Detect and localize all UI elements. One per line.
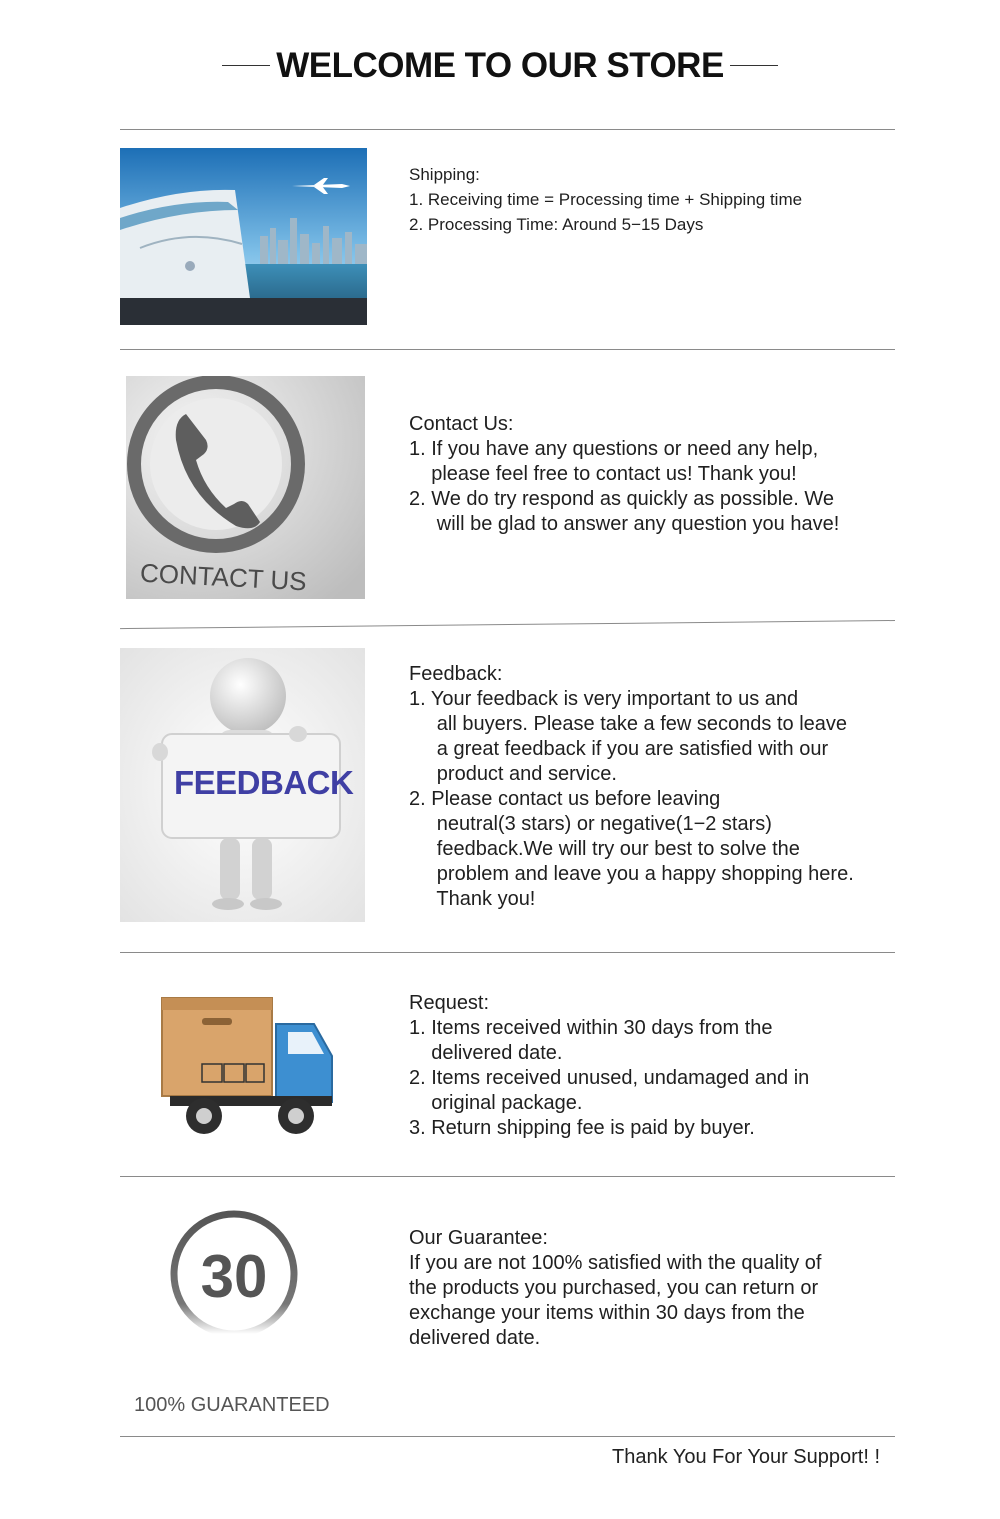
request-line: 2. Items received unused, undamaged and in <box>409 1067 810 1089</box>
guarantee-line: exchange your items within 30 days from the <box>409 1302 805 1324</box>
feedback-text <box>409 662 899 912</box>
footer-thanks: Thank You For Your Support! ! <box>612 1446 880 1468</box>
feedback-line: feedback.We will try our best to solve the <box>409 838 800 860</box>
title-right-dash <box>730 65 778 66</box>
request-heading: Request: <box>409 992 490 1014</box>
request-line: 3. Return shipping fee is paid by buyer. <box>409 1117 755 1139</box>
divider <box>120 1436 895 1437</box>
request-line: original package. <box>409 1092 583 1114</box>
request-text <box>409 991 899 1141</box>
contact-heading: Contact Us: <box>409 413 514 435</box>
divider <box>120 1176 895 1177</box>
contact-image-caption: CONTACT US <box>139 557 308 597</box>
shipping-heading: Shipping: <box>409 165 480 184</box>
delivery-truck-icon <box>156 994 336 1140</box>
feedback-line: 2. Please contact us before leaving <box>409 788 721 810</box>
divider <box>120 349 895 350</box>
feedback-line: problem and leave you a happy shopping here. <box>409 863 854 885</box>
feedback-image <box>120 648 365 922</box>
shipping-line: 1. Receiving time = Processing time + Shipping time <box>409 190 803 209</box>
guarantee-text <box>409 1226 899 1351</box>
contact-line: will be glad to answer any question you have! <box>409 513 840 535</box>
feedback-line: Thank you! <box>409 888 536 910</box>
guarantee-heading: Our Guarantee: <box>409 1227 548 1249</box>
request-line: 1. Items received within 30 days from the <box>409 1017 773 1039</box>
page-title <box>0 44 1000 86</box>
feedback-heading: Feedback: <box>409 663 503 685</box>
contact-line: please feel free to contact us! Thank you! <box>409 463 797 485</box>
guarantee-caption: 100% GUARANTEED <box>134 1394 330 1416</box>
feedback-line: 1. Your feedback is very important to us and <box>409 688 799 710</box>
feedback-line: product and service. <box>409 763 617 785</box>
contact-image <box>126 376 365 599</box>
request-line: delivered date. <box>409 1042 563 1064</box>
shipping-line: 2. Processing Time: Around 5−15 Days <box>409 215 704 234</box>
guarantee-badge <box>166 1206 302 1342</box>
page-title-text: WELCOME TO OUR STORE <box>276 45 724 85</box>
divider <box>120 129 895 130</box>
guarantee-number: 30 <box>200 1243 268 1310</box>
contact-line: 1. If you have any questions or need any help, <box>409 438 819 460</box>
divider <box>120 620 895 629</box>
divider <box>120 952 895 953</box>
shipping-image <box>120 148 367 325</box>
feedback-line: all buyers. Please take a few seconds to leave <box>409 713 848 735</box>
guarantee-line: If you are not 100% satisfied with the quality of <box>409 1252 822 1274</box>
feedback-line: neutral(3 stars) or negative(1−2 stars) <box>409 813 772 835</box>
guarantee-line: the products you purchased, you can return or <box>409 1277 819 1299</box>
contact-text <box>409 412 899 537</box>
guarantee-line: delivered date. <box>409 1327 541 1349</box>
title-left-dash <box>222 65 270 66</box>
shipping-text <box>409 162 899 237</box>
feedback-image-caption: FEEDBACK <box>174 764 354 801</box>
contact-line: 2. We do try respond as quickly as possible. We <box>409 488 835 510</box>
feedback-line: a great feedback if you are satisfied with our <box>409 738 829 760</box>
